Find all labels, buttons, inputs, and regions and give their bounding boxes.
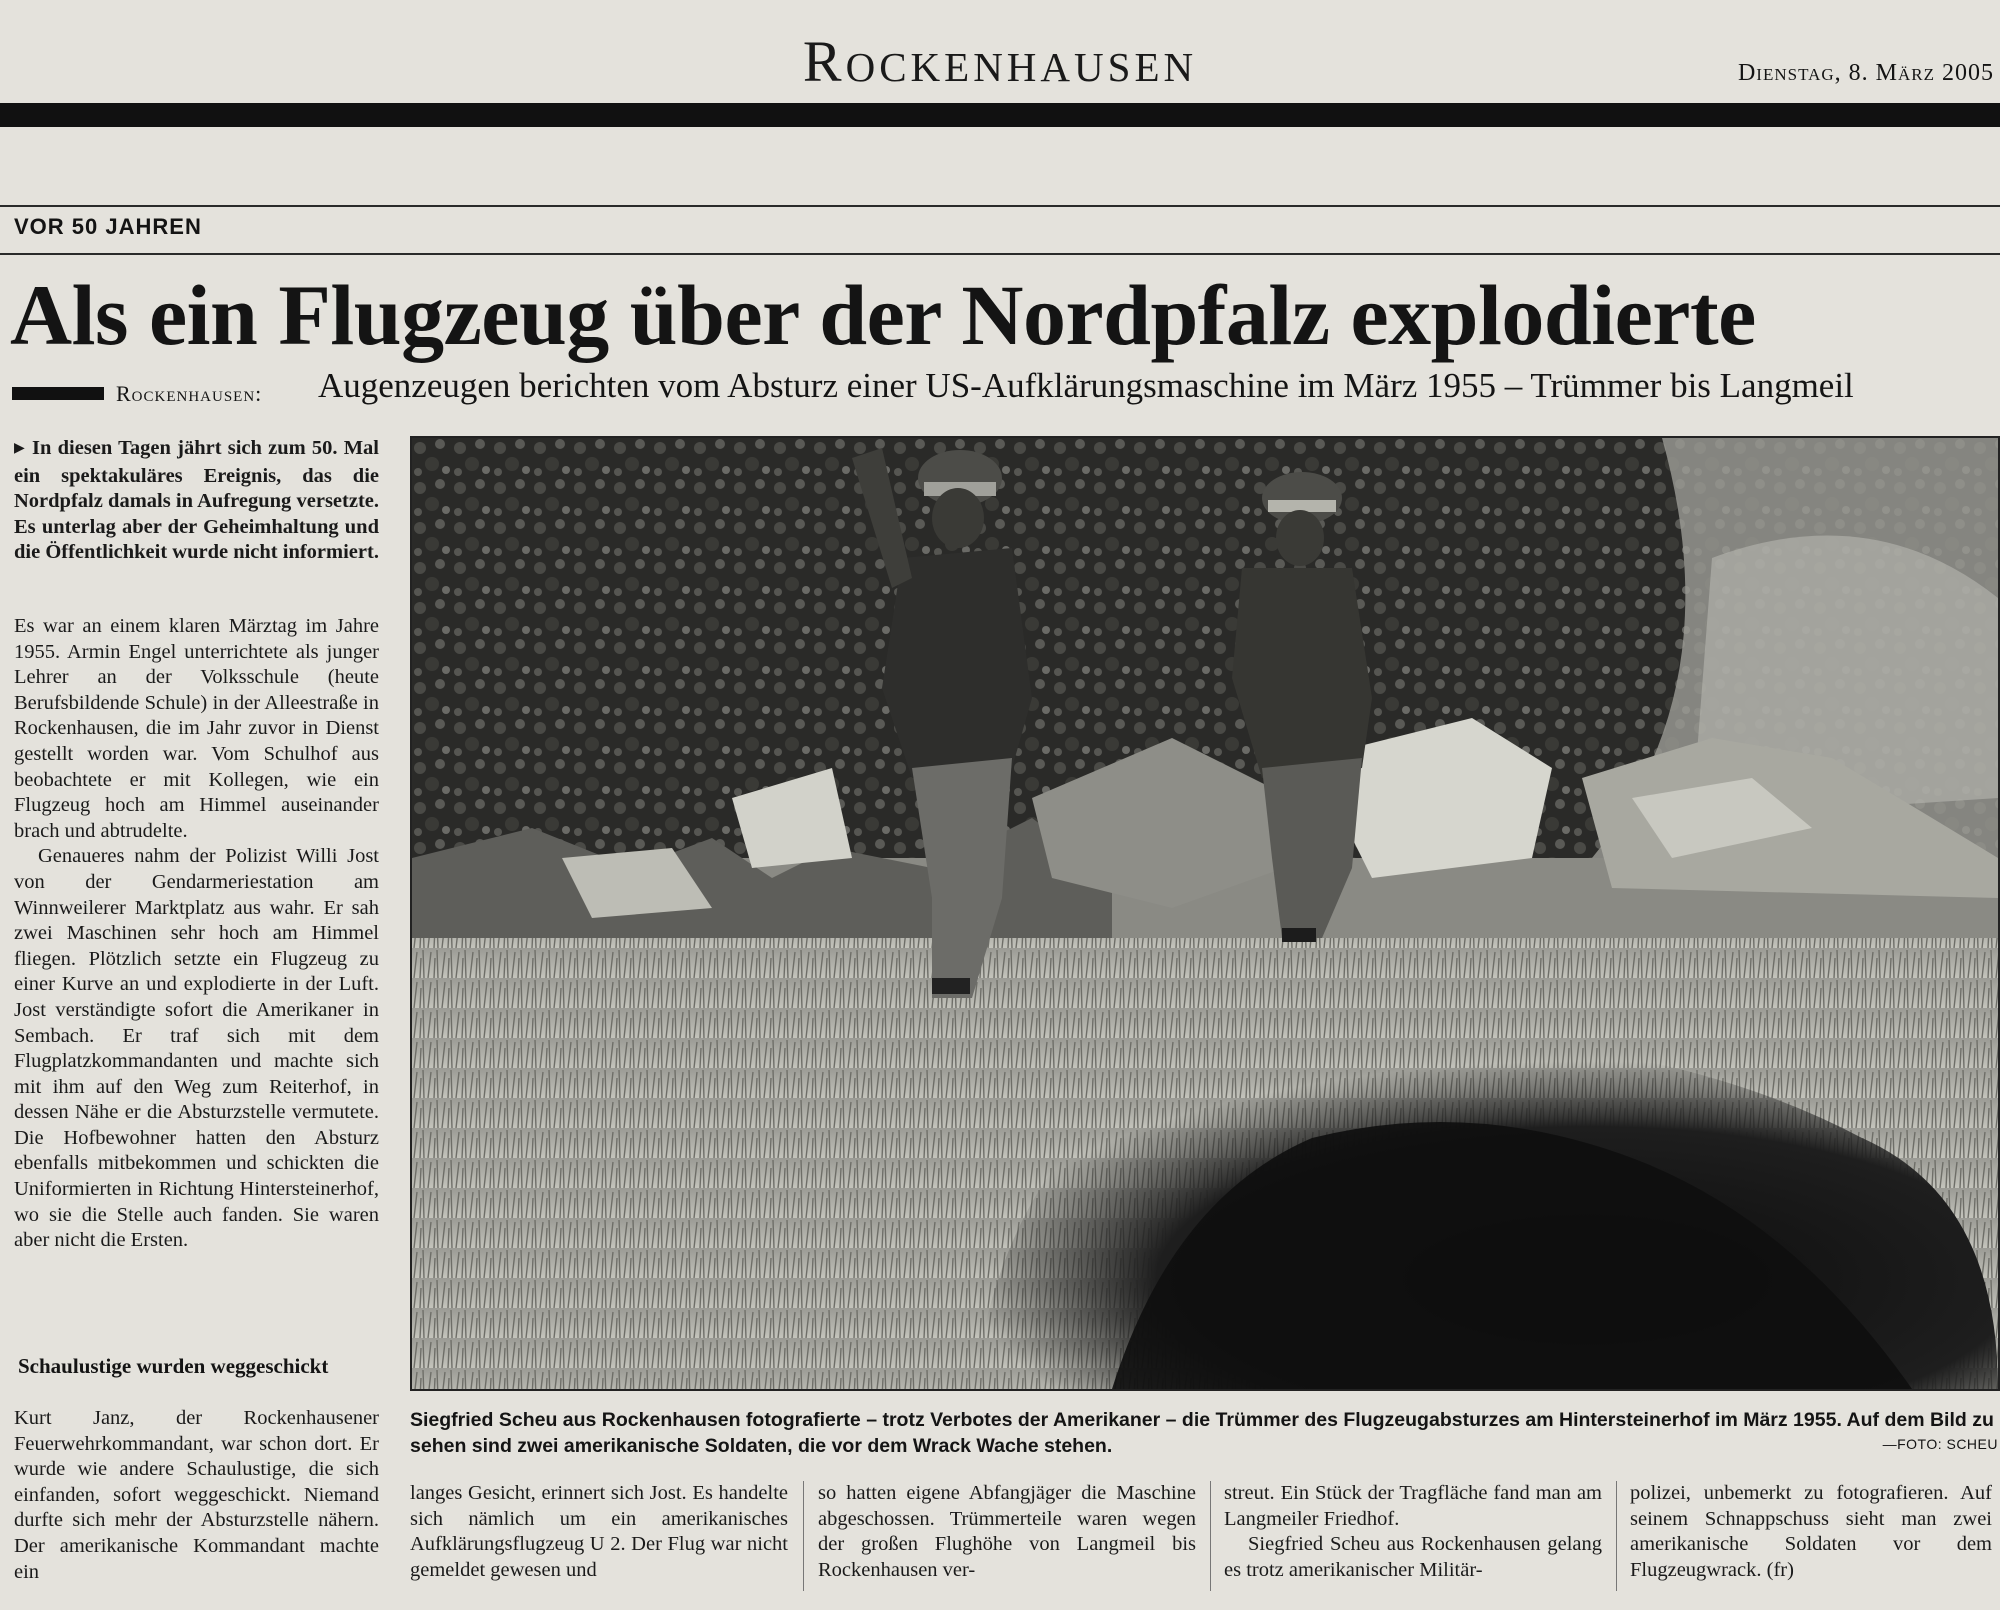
masthead-rule xyxy=(0,103,2000,127)
article-body-column-2 xyxy=(410,1481,788,1583)
article-photo xyxy=(410,436,2000,1391)
body-paragraph: streut. Ein Stück der Tragfläche fand man am Langmeiler Friedhof. xyxy=(1224,1482,1602,1530)
masthead-date: Dienstag, 8. März 2005 xyxy=(1737,60,1994,86)
article-subhead: Schaulustige wurden weggeschickt xyxy=(18,1354,329,1378)
body-paragraph: Es war an einem klaren Märztag im Jahre 1955. Armin Engel unterrichtete als junger Lehrer an der Volksschule (heute Berufsbildende Schule) in der Alleestraße in Rockenhausen, die im Jahr zuvor in Dienst gestellt worden war. Vom Schulhof aus beobachtete er mit Kollegen, wie ein Flugzeug hoch am Himmel auseinander brach und abtrudelte. xyxy=(14,615,379,842)
deck-bar xyxy=(12,387,104,400)
article-body-column-1 xyxy=(14,614,379,1254)
section-rule-top xyxy=(0,205,2000,207)
deck-place: Rockenhausen: xyxy=(116,381,263,406)
photo-caption: Siegfried Scheu aus Rockenhausen fotografierte – trotz Verbotes der Amerikaner – die Trümmer des Flugzeugabsturzes am Hintersteinerhof im März 1955. Auf dem Bild zu sehen sind zwei amerikanische Soldaten, die vor dem Wrack Wache stehen. xyxy=(410,1409,1994,1457)
lead-text: In diesen Tagen jährt sich zum 50. Mal ein spektakuläres Ereignis, das die Nordpfalz damals in Aufregung versetzte. Es unterlag aber der Geheimhaltung und die Öffentlichkeit wurde nicht informiert. xyxy=(14,437,379,564)
section-rule-bottom xyxy=(0,253,2000,255)
body-paragraph: Siegfried Scheu aus Rockenhausen gelang es trotz amerikanischer Militär- xyxy=(1224,1533,1602,1581)
article-body-column-3 xyxy=(818,1481,1196,1583)
body-paragraph: Genaueres nahm der Polizist Willi Jost von der Gendarmeriestation am Winnweilerer Marktplatz aus wahr. Er sah zwei Maschinen sehr hoch am Himmel fliegen. Plötzlich setzte ein Flugzeug zu einer Kurve an und explodierte in der Luft. Jost verständigte sofort die Amerikaner in Sembach. Er traf sich mit dem Flugplatzkommandanten und machte sich mit ihm auf den Weg zum Reiterhof, in dessen Nähe er die Absturzstelle vermutete. Die Hofbewohner hatten den Absturz ebenfalls mitbekommen und schickten die Uniformierten in Richtung Hintersteinerhof, wo sie die Stelle auch fanden. Sie waren aber nicht die Ersten. xyxy=(14,845,379,1252)
column-divider xyxy=(803,1481,804,1591)
article-body-column-4 xyxy=(1224,1481,1602,1583)
photo-credit: —FOTO: SCHEU xyxy=(1882,1436,1998,1452)
column-divider xyxy=(1616,1481,1617,1591)
triangle-right-icon: ▶ xyxy=(14,441,26,456)
article-lead xyxy=(14,436,379,566)
body-paragraph: langes Gesicht, erinnert sich Jost. Es handelte sich nämlich um ein amerikanisches Aufklärungsflugzeug U 2. Der Flug war nicht gemeldet gewesen und xyxy=(410,1482,788,1581)
article-deck: Augenzeugen berichten vom Absturz einer US-Aufklärungsmaschine im März 1955 – Trümmer bis Langmeil xyxy=(318,366,1854,405)
section-kicker: VOR 50 JAHREN xyxy=(14,214,202,239)
article-body-column-1-cont xyxy=(14,1406,379,1585)
body-paragraph: Kurt Janz, der Rockenhausener Feuerwehrkommandant, war schon dort. Er wurde wie andere Schaulustige, die sich einfanden, sofort weggeschickt. Niemand durfte sich mehr der Absturzstelle nähern. Der amerikanische Kommandant machte ein xyxy=(14,1407,379,1583)
article-body-column-5 xyxy=(1630,1481,1992,1583)
masthead-title: Rockenhausen xyxy=(802,29,1198,94)
body-paragraph: polizei, unbemerkt zu fotografieren. Auf seinem Schnappschuss sieht man zwei amerikanische Soldaten vor dem Flugzeugwrack. (fr) xyxy=(1630,1482,1992,1581)
body-paragraph: so hatten eigene Abfangjäger die Maschine abgeschossen. Trümmerteile waren wegen der großen Flughöhe von Langmeil bis Rockenhausen ver- xyxy=(818,1482,1196,1581)
photo-soldiers-wreck xyxy=(412,438,1998,1389)
column-divider xyxy=(1210,1481,1211,1591)
article-headline: Als ein Flugzeug über der Nordpfalz explodierte xyxy=(10,267,1756,363)
